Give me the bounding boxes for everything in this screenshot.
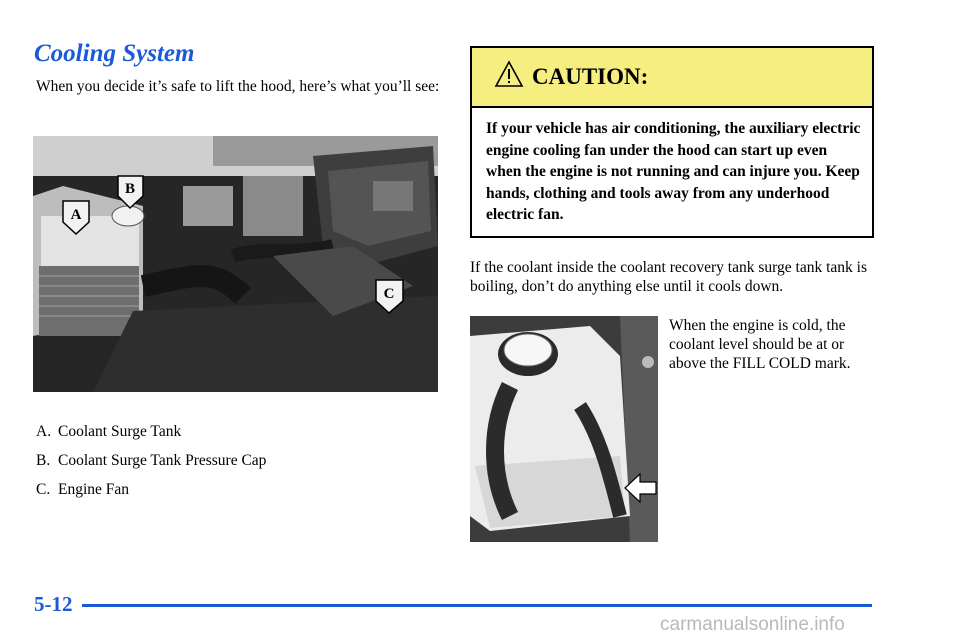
legend-letter: A. bbox=[36, 423, 52, 440]
page-number: 5-12 bbox=[34, 592, 73, 616]
coolant-tank-photo bbox=[470, 316, 658, 542]
legend-text: Coolant Surge Tank bbox=[58, 423, 182, 440]
boil-note-text: If the coolant inside the coolant recovery tank surge tank tank is boiling, don’t do anything else until it cools down. bbox=[470, 259, 867, 295]
tank-photo-illustration bbox=[470, 316, 658, 542]
page-title: Cooling System bbox=[34, 40, 195, 67]
caution-box bbox=[470, 46, 874, 238]
watermark: carmanualsonline.info bbox=[660, 614, 845, 635]
legend-item-c bbox=[36, 480, 129, 500]
legend-letter: B. bbox=[36, 452, 51, 469]
warning-triangle-icon bbox=[494, 60, 524, 88]
legend-item-b bbox=[36, 451, 266, 471]
caution-text: If your vehicle has air conditioning, the auxiliary electric engine cooling fan under the hood can start up even when the engine is not running and can injure you. Keep hands, clothing and tools away from any underhood electric fan. bbox=[486, 120, 861, 223]
caution-title: CAUTION: bbox=[532, 64, 649, 89]
engine-photo-illustration bbox=[33, 136, 438, 392]
svg-text:B: B bbox=[124, 181, 136, 197]
svg-text:A: A bbox=[70, 207, 82, 223]
caution-header bbox=[472, 48, 872, 108]
legend-text: Engine Fan bbox=[58, 481, 130, 498]
legend-item-a bbox=[36, 422, 181, 442]
intro-text: When you decide it’s safe to lift the hood, here’s what you’ll see: bbox=[36, 78, 440, 95]
footer-divider bbox=[82, 604, 872, 607]
engine-compartment-photo bbox=[33, 136, 438, 392]
svg-text:C: C bbox=[383, 286, 395, 302]
legend-text: Coolant Surge Tank Pressure Cap bbox=[58, 452, 267, 469]
legend-letter: C. bbox=[36, 481, 51, 498]
cold-note-text: When the engine is cold, the coolant level should be at or above the FILL COLD mark. bbox=[669, 317, 851, 372]
